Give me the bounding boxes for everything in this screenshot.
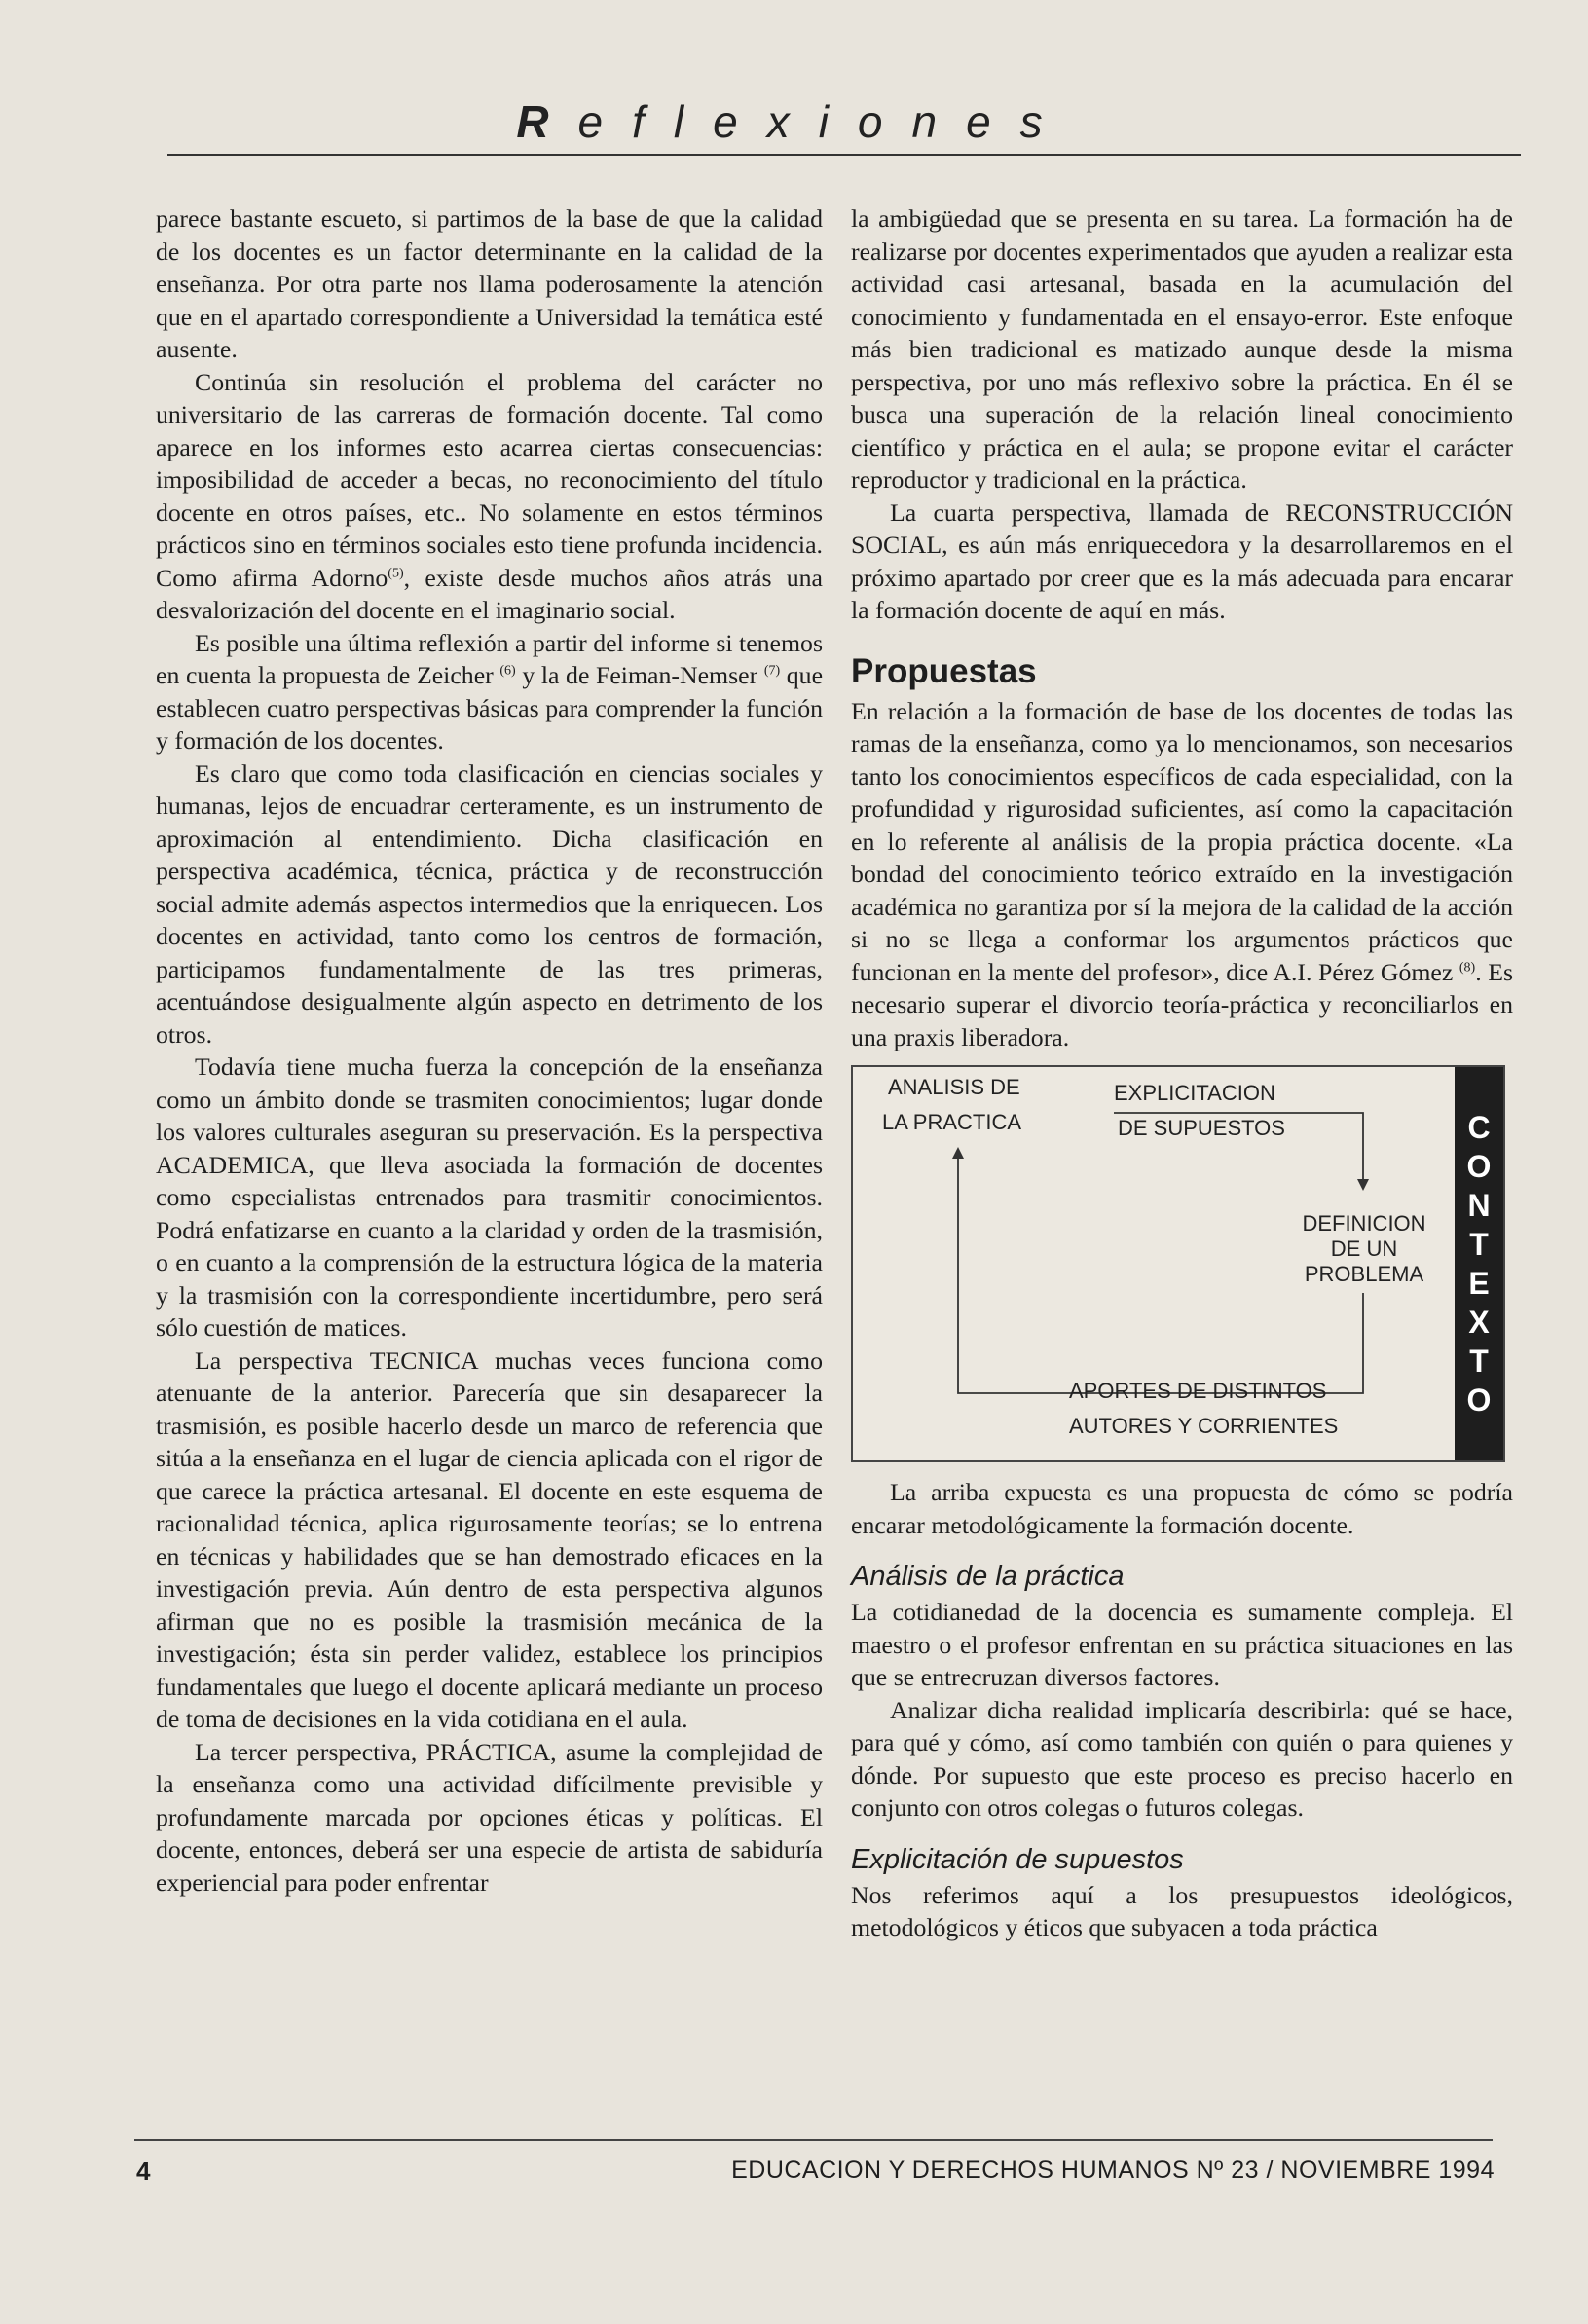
- heading-analisis: Análisis de la práctica: [851, 1561, 1125, 1592]
- paragraph: la ambigüedad que se presenta en su tarea. La formación ha de realizarse por docentes experimentados que ayuden a realizar esta actividad casi artesanal, basada en la acumulación del conocimiento y fundamentada en el ensayo-error. Este enfoque más bien tradicional es matizado aunque desde la misma perspectiva, por uno más reflexivo sobre la práctica. En él se busca una superación de la relación lineal conocimiento científico y práctica en el aula; se propone evitar el carácter reproductor y tradicional en la práctica.: [851, 204, 1513, 494]
- label-definicion: DEFINICION DE UN PROBLEMA: [1302, 1211, 1426, 1286]
- paragraph: Nos referimos aquí a los presupuestos ideológicos, metodológicos y éticos que subyacen a toda práctica: [851, 1880, 1513, 1941]
- footer-rule: [134, 2139, 1493, 2141]
- header-rule: [167, 154, 1521, 156]
- paragraph: Continúa sin resolución el problema del carácter no universitario de las carreras de formación docente. Tal como aparece en los informes esto acarrea ciertas consecuencias: imposibilidad de acceder a becas, no reconocimiento del título docente en otros países, etc.. No solamente en estos términos prácticos sino en términos sociales esto tiene profunda incidencia. Como afirma Adorno$^{(5)}$, existe desde muchos años atrás una desvalorización del docente en el imaginario social.: [156, 367, 823, 624]
- paragraph: parece bastante escueto, si partimos de la base de que la calidad de los docentes es un factor determinante en la calidad de la enseñanza. Por otra parte nos llama poderosamente la atención que en el apartado correspondiente a Universidad la temática esté ausente.: [156, 204, 823, 363]
- paragraph: La tercer perspectiva, PRÁCTICA, asume la complejidad de la enseñanza como una actividad difícilmente previsible y profundamente marcada por opciones éticas y políticas. El docente, entonces, deberá ser una especie de artista de sabiduría experiencial para poder enfrentar: [156, 1737, 823, 1897]
- left-column: [156, 203, 823, 1899]
- label-explicitacion-line2: DE SUPUESTOS: [1118, 1116, 1285, 1140]
- label-explicitacion-line1: EXPLICITACION: [1114, 1081, 1275, 1105]
- label-aportes-line2: AUTORES Y CORRIENTES: [1069, 1414, 1339, 1438]
- label-analisis-line1: ANALISIS DE: [888, 1075, 1020, 1099]
- paragraph: La arriba expuesta es una propuesta de cómo se podría encarar metodológicamente la formación docente.: [851, 1478, 1513, 1539]
- arrow-down-head: [1357, 1179, 1369, 1191]
- methodology-diagram: [851, 1065, 1505, 1462]
- paragraph: La perspectiva TECNICA muchas veces funciona como atenuante de la anterior. Parecería que sin desaparecer la trasmisión, es posible hacerlo desde un marco de referencia que sitúa a la enseñanza en el lugar de ciencia aplicada con el rigor de que carece la práctica artesanal. El docente en este esquema de racionalidad técnica, aplica rigurosamente teorías; se lo entrena en técnicas y habilidades que se han demostrado eficaces en la investigación previa. Aún dentro de esta perspectiva algunos afirman que no es posible la trasmisión mecánica de la investigación; ésta sin perder validez, establece los principios fundamentales que luego el docente aplicará mediante un proceso de toma de decisiones en la vida cotidiana en el aula.: [156, 1346, 823, 1733]
- page-number: 4: [136, 2157, 151, 2186]
- right-column: [851, 203, 1513, 1944]
- arrow-up-head: [952, 1147, 964, 1159]
- heading-explicitacion: Explicitación de supuestos: [851, 1843, 1184, 1875]
- label-analisis-line2: LA PRACTICA: [882, 1110, 1022, 1134]
- paragraph: Todavía tiene mucha fuerza la concepción de la enseñanza como un ámbito donde se trasmiten conocimientos; lugar donde los valores culturales aseguran su preservación. Es la perspectiva ACADEMICA, que lleva asociada la formación de docentes como especialistas entrenados para trasmitir conocimientos. Podrá enfatizarse en cuanto a la claridad y orden de la trasmisión, o en cuanto a la comprensión de la estructura lógica de la materia y la trasmisión con la correspondiente incertidumbre, pero será sólo cuestión de matices.: [156, 1052, 823, 1342]
- paragraph: Es claro que como toda clasificación en ciencias sociales y humanas, lejos de encuadrar certeramente, es un instrumento de aproximación al entendimiento. Dicha clasificación en perspectiva académica, técnica, práctica y de reconstrucción social admite además aspectos intermedios que la enriquecen. Los docentes en actividad, tanto como los centros de formación, participamos fundamentalmente de las tres primeras, acentuándose desigualmente algún aspecto en detrimento de los otros.: [156, 758, 823, 1049]
- paragraph: La cotidianedad de la docencia es sumamente compleja. El maestro o el profesor enfrentan en su práctica situaciones en las que se entrecruzan diversos factores.: [851, 1598, 1513, 1691]
- paragraph: En relación a la formación de base de los docentes de todas las ramas de la enseñanza, como ya lo mencionamos, son necesarios tanto los conocimientos específicos de cada especialidad, con la profundidad y rigurosidad suficientes, así como la capacitación en lo referente al análisis de la propia práctica docente. «La bondad del conocimiento teórico extraído en la investigación académica no garantiza por sí la mejora de la calidad de la acción si no se llega a conformar los argumentos prácticos que funcionan en la mente del profesor», dice A.I. Pérez Gómez $^{(8)}$. Es necesario superar el divorcio teoría-práctica y reconciliarlos en una praxis liberadora.: [851, 696, 1513, 1051]
- label-aportes-line1: APORTES DE DISTINTOS: [1069, 1379, 1327, 1403]
- paragraph: Analizar dicha realidad implicaría describirla: qué se hace, para qué y cómo, así como también con quién o para quienes y dónde. Por supuesto que este proceso es preciso hacerlo en conjunto con otros colegas o futuros colegas.: [851, 1695, 1513, 1822]
- section-title: Reflexiones: [516, 96, 1072, 147]
- journal-footer: EDUCACION Y DERECHOS HUMANOS Nº 23 / NOVIEMBRE 1994: [731, 2157, 1495, 2184]
- contexto-sidebar: C O N T E X T O: [1455, 1067, 1503, 1460]
- paragraph: La cuarta perspectiva, llamada de RECONSTRUCCIÓN SOCIAL, es aún más enriquecedora y la desarrollaremos en el próximo apartado por creer que es la más adecuada para encarar la formación docente de aquí en más.: [851, 498, 1513, 624]
- paragraph: Es posible una última reflexión a partir del informe si tenemos en cuenta la propuesta de Zeicher $^{(6)}$ y la de Feiman-Nemser $^{(7)}$ que establecen cuatro perspectivas básicas para comprender la función y formación de los docentes.: [156, 628, 824, 755]
- heading-propuestas: Propuestas: [851, 651, 1037, 690]
